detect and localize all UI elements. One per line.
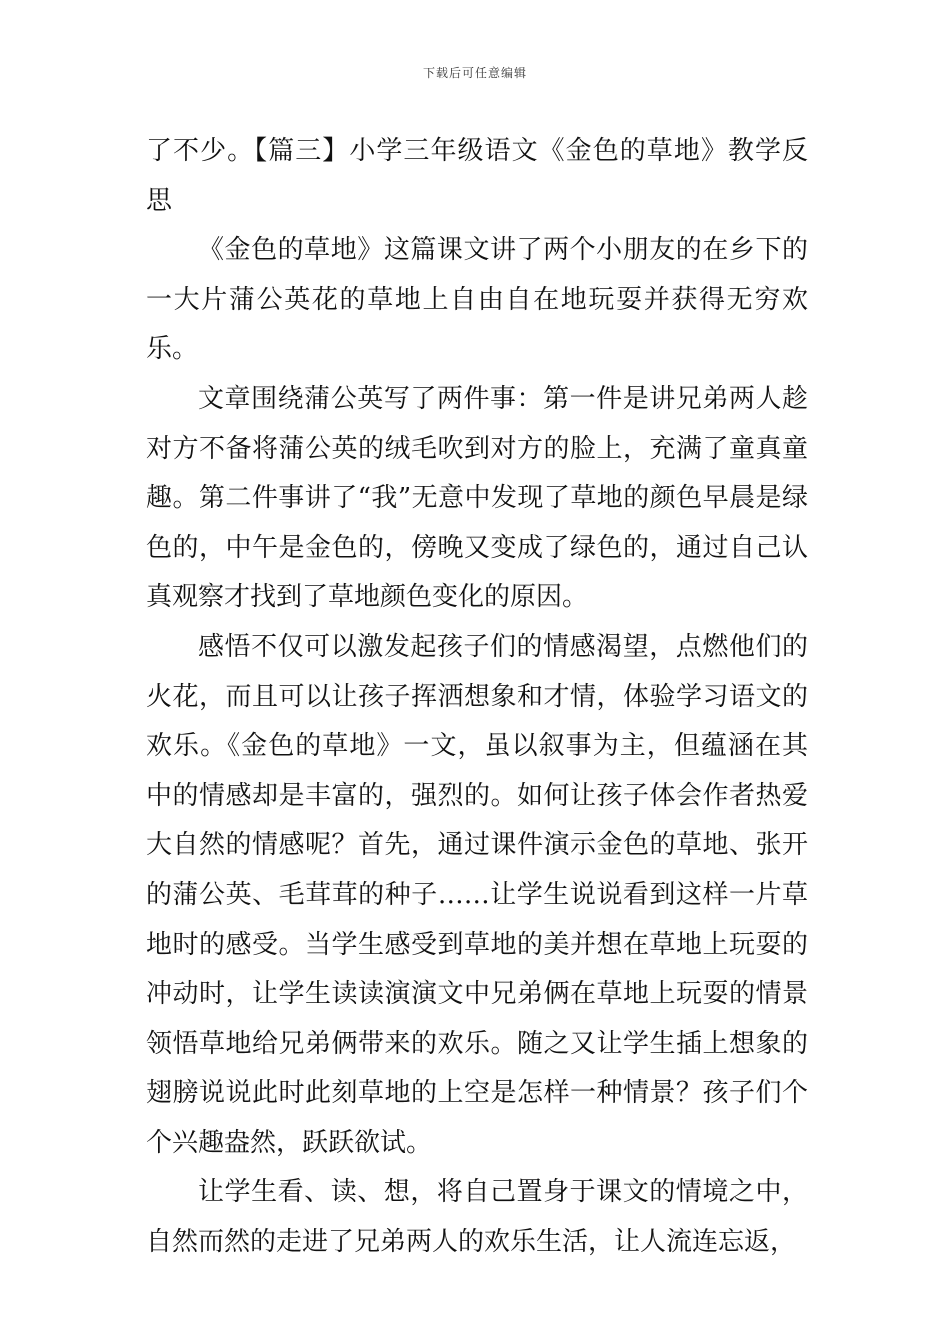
document-body <box>146 127 808 1268</box>
paragraph-conclusion: 让学生看、读、想，将自己置身于课文的情境之中，自然而然的走进了兄弟两人的欢乐生活，让人流连忘返， <box>146 1177 808 1258</box>
page-header: 下载后可任意编辑 <box>422 66 527 80</box>
paragraph-intro: 《金色的草地》这篇课文讲了两个小朋友的在乡下的一大片蒲公英花的草地上自由自在地玩耍并获得无穷欢乐。 <box>146 235 808 365</box>
paragraph-two-events: 文章围绕蒲公英写了两件事：第一件是讲兄弟两人趁对方不备将蒲公英的绒毛吹到对方的脸上，充满了童真童趣。第二件事讲了“我”无意中发现了草地的颜色早晨是绿色的，中午是金色的，傍晚又变成了绿色的，通过自己认真观察才找到了草地颜色变化的原因。 <box>146 383 808 613</box>
paragraph-continuation-and-title: 了不少。【篇三】小学三年级语文《金色的草地》教学反思 <box>146 136 808 216</box>
paragraph-feelings: 感悟不仅可以激发起孩子们的情感渴望，点燃他们的火花，而且可以让孩子挥洒想象和才情，体验学习语文的欢乐。《金色的草地》一文，虽以叙事为主，但蕴涵在其中的情感却是丰富的，强烈的。如何让孩子体会作者热爱大自然的情感呢？首先，通过课件演示金色的草地、张开的蒲公英、毛茸茸的种子……让学生说说看到这样一片草地时的感受。当学生感受到草地的美并想在草地上玩耍的冲动时，让学生读读演演文中兄弟俩在草地上玩耍的情景领悟草地给兄弟俩带来的欢乐。随之又让学生插上想象的翅膀说说此时此刻草地的上空是怎样一种情景？孩子们个个兴趣盎然，跃跃欲试。 <box>146 631 808 1158</box>
